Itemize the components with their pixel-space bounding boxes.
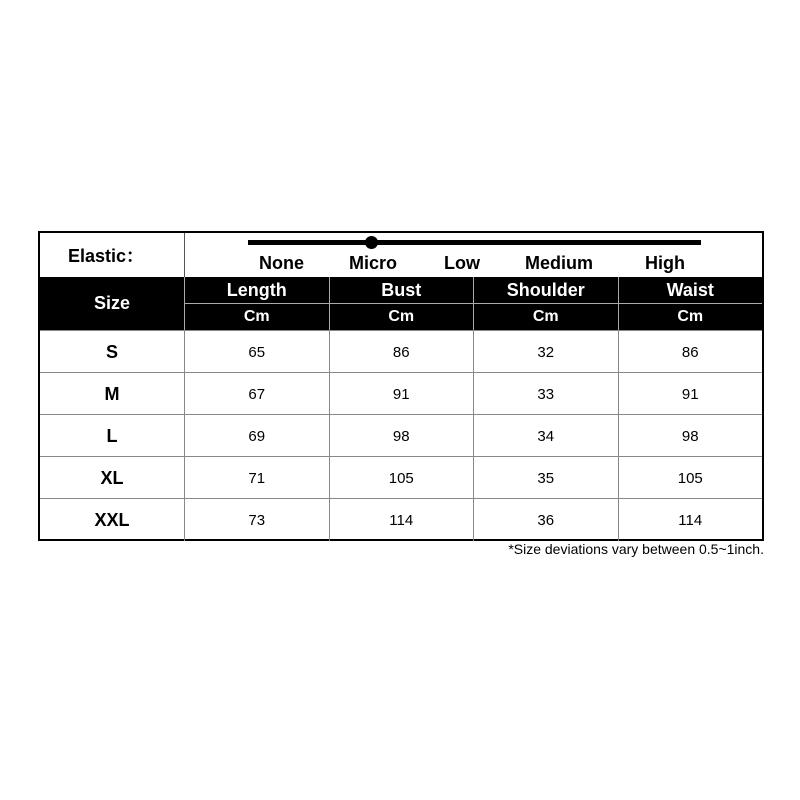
column-name: Waist: [619, 277, 763, 304]
column-unit: Cm: [532, 308, 559, 325]
length-cell: 69: [185, 415, 330, 457]
length-cell: 73: [185, 499, 330, 541]
length-cell: 71: [185, 457, 330, 499]
waist-cell: 86: [681, 343, 699, 361]
elastic-level-low: Low: [444, 253, 480, 273]
waist-column-header: [619, 277, 763, 330]
shoulder-cell: 36: [474, 499, 619, 541]
waist-cell: 105: [677, 469, 703, 487]
column-name: Length: [185, 277, 329, 304]
column-name: Shoulder: [474, 277, 618, 304]
column-unit: Cm: [388, 308, 415, 325]
size-chart: [38, 231, 764, 541]
elastic-label: Elastic：: [40, 233, 185, 277]
table-row: [40, 330, 762, 373]
shoulder-cell: 33: [474, 373, 619, 415]
size-cell: L: [40, 415, 185, 457]
size-cell: S: [40, 331, 185, 373]
shoulder-column-header: [474, 277, 619, 330]
table-row: [40, 372, 762, 415]
waist-cell: 114: [678, 511, 703, 529]
table-row: [40, 456, 762, 499]
shoulder-cell: 35: [474, 457, 619, 499]
bust-cell: 98: [330, 415, 475, 457]
bust-column-header: [330, 277, 475, 330]
table-row: [40, 498, 762, 541]
size-deviation-note: *Size deviations vary between 0.5~1inch.: [508, 541, 764, 557]
size-cell: XL: [40, 457, 185, 499]
size-cell: M: [40, 373, 185, 415]
elastic-scale-line: [248, 240, 701, 245]
elastic-row: [40, 233, 762, 279]
shoulder-cell: 34: [474, 415, 619, 457]
elastic-level-high: High: [645, 253, 685, 273]
shoulder-cell: 32: [474, 331, 619, 373]
column-unit: Cm: [243, 308, 270, 325]
length-column-header: [185, 277, 330, 330]
bust-cell: 105: [330, 457, 475, 499]
elastic-level-none: None: [259, 253, 304, 273]
elastic-level-medium: Medium: [525, 253, 594, 273]
waist-cell: 98: [681, 427, 699, 445]
waist-cell: 91: [681, 385, 699, 403]
elastic-level-micro: Micro: [349, 253, 398, 273]
table-row: [40, 414, 762, 457]
table-header: [40, 277, 762, 330]
size-cell: XXL: [40, 499, 185, 541]
length-cell: 67: [185, 373, 330, 415]
column-name: Bust: [330, 277, 474, 304]
elastic-scale: [185, 233, 762, 277]
bust-cell: 91: [330, 373, 475, 415]
bust-cell: 114: [330, 499, 475, 541]
elastic-selected-marker: [365, 236, 378, 249]
size-column-header: Size: [40, 277, 185, 330]
length-cell: 65: [185, 331, 330, 373]
column-unit: Cm: [677, 308, 704, 325]
bust-cell: 86: [330, 331, 475, 373]
